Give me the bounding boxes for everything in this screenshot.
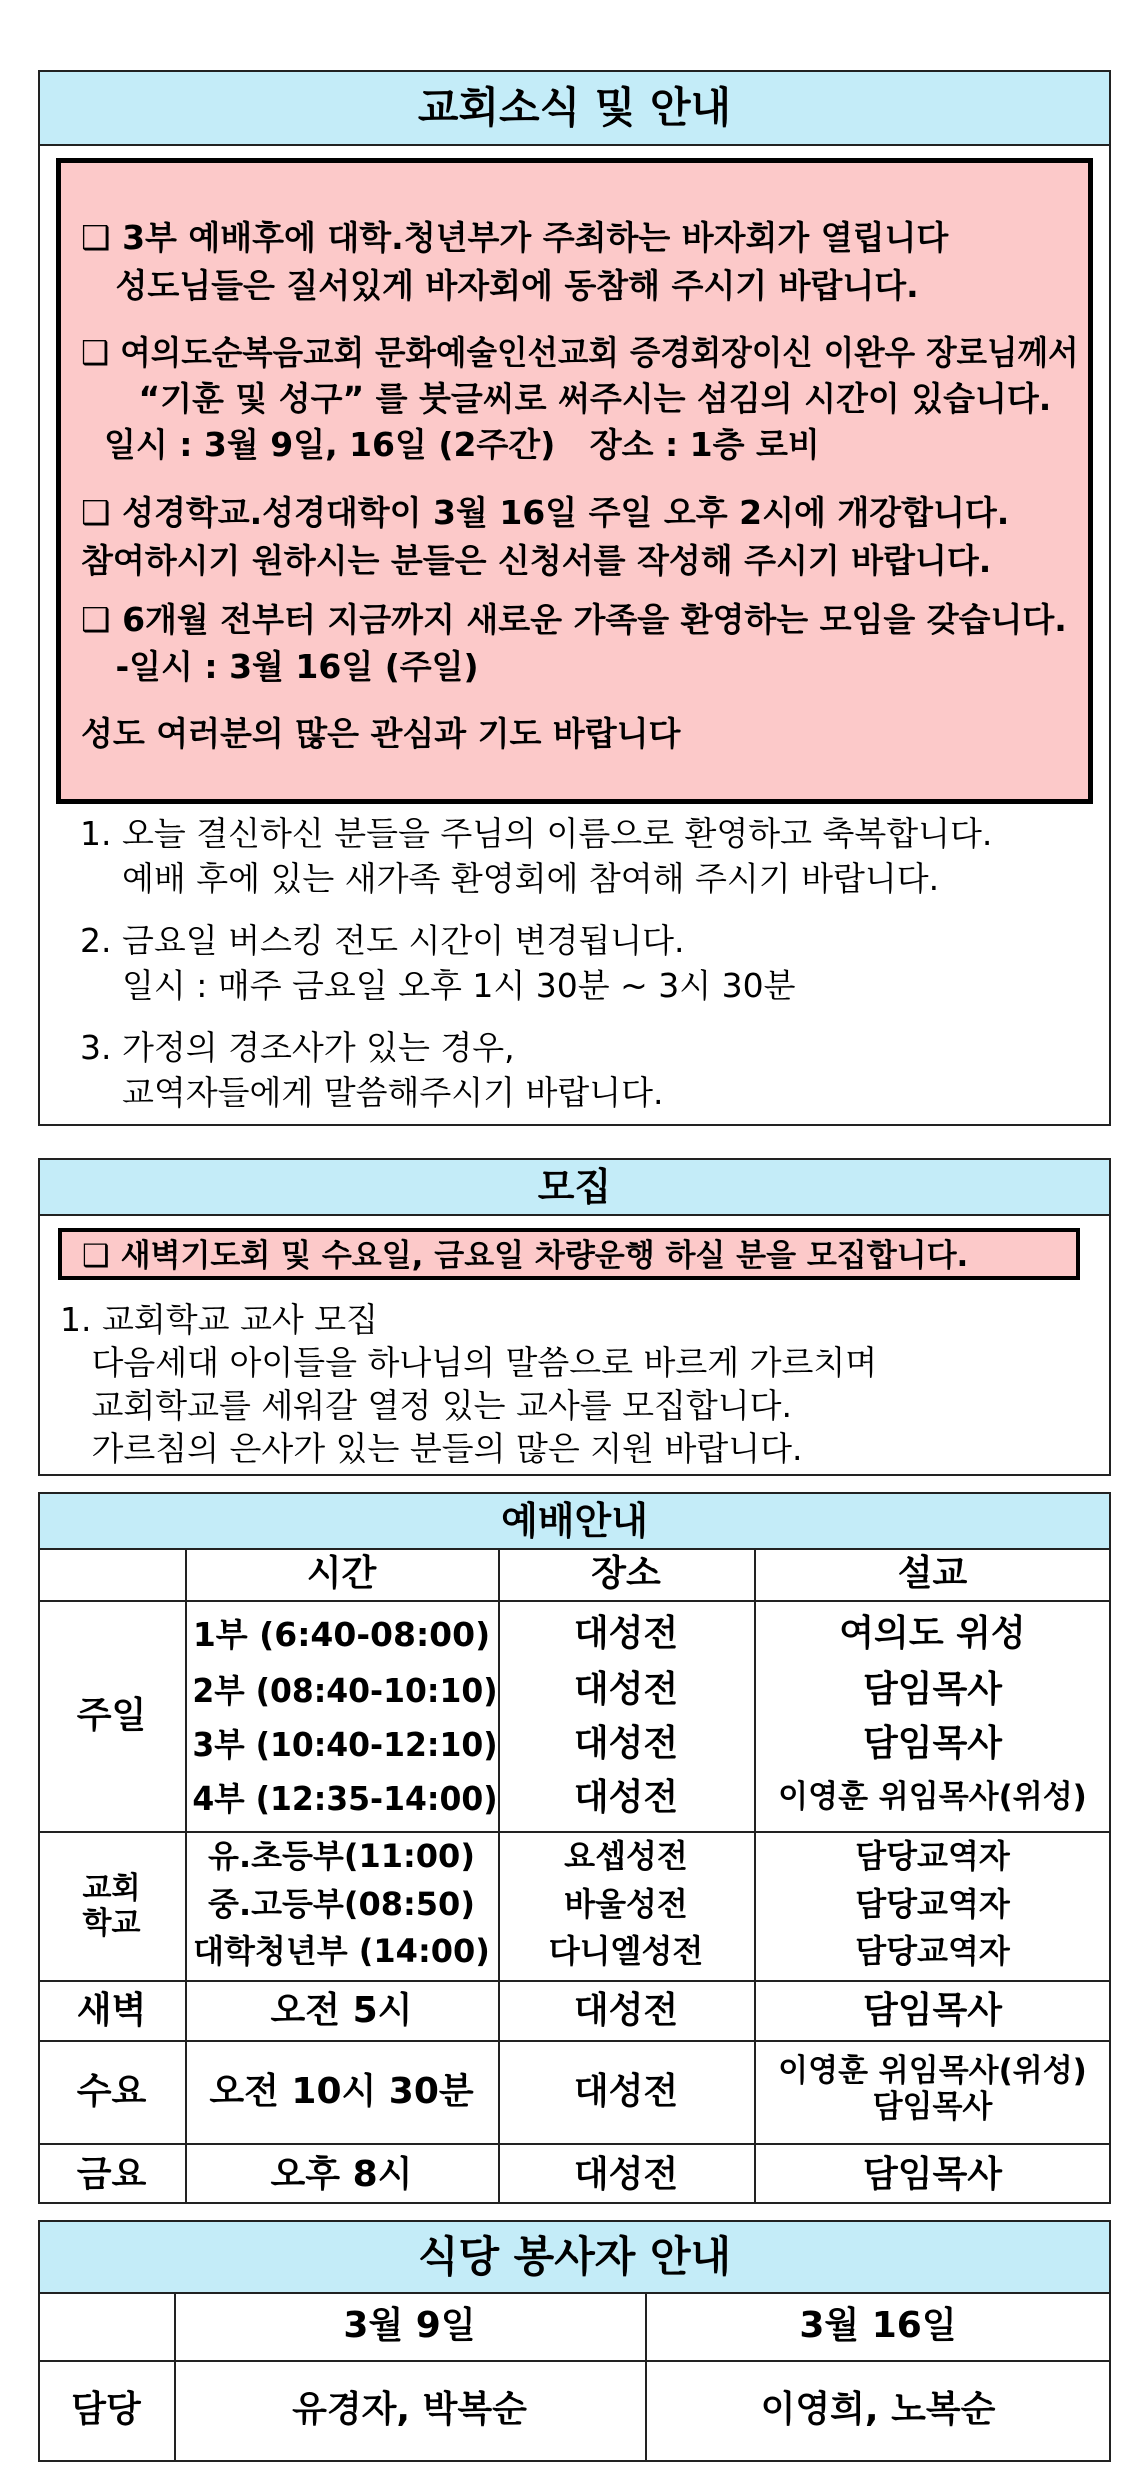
numbered-3-line-2: 교역자들에게 말씀해주시기 바랍니다.	[80, 1073, 664, 1112]
worship-friday-preacher: 담임목사	[862, 2154, 1003, 2195]
worship-sunday-2-time: 2부 (08:40-10:10)	[192, 1671, 498, 1710]
recruit-highlight-box	[58, 1228, 1080, 1280]
cafeteria-date-2: 3월 16일	[799, 2305, 957, 2346]
notice-item-1-line-2: 성도님들은 질서있게 바자회에 동참해 주시기 바랍니다.	[81, 266, 919, 305]
notice-item-2-line-3: 일시 : 3월 9일, 16일 (2주간) 장소 : 1층 로비	[81, 425, 820, 464]
worship-row-line-1	[38, 1831, 1111, 1833]
notice-highlight-box	[56, 158, 1093, 804]
notice-item-1-line-1: ❑ 3부 예배후에 대학.청년부가 주최하는 바자회가 열립니다	[81, 218, 949, 257]
worship-group-church-school: 교회 학교	[82, 1871, 141, 1941]
notice-item-3-line-1: ❑ 성경학교.성경대학이 3월 16일 주일 오후 2시에 개강합니다.	[81, 493, 1010, 532]
worship-sunday-1-place: 대성전	[573, 1613, 679, 1654]
worship-sunday-1-time: 1부 (6:40-08:00)	[192, 1615, 491, 1654]
worship-dawn-time: 오전 5시	[270, 1990, 413, 2031]
numbered-2-line-2: 일시 : 매주 금요일 오후 1시 30분 ~ 3시 30분	[80, 966, 796, 1005]
notice-item-2-line-1: ❑ 여의도순복음교회 문화예술인선교회 증경회장이신 이완우 장로님께서	[81, 333, 1079, 372]
worship-school-2-place: 바울성전	[564, 1885, 688, 1923]
cafeteria-row-line	[38, 2360, 1111, 2362]
worship-school-2-preacher: 담당교역자	[855, 1885, 1010, 1923]
notice-item-4-line-2: -일시 : 3월 16일 (주일)	[81, 647, 479, 686]
worship-sunday-4-preacher: 이영훈 위임목사(위성)	[778, 1779, 1087, 1815]
worship-friday-place: 대성전	[573, 2154, 679, 2195]
worship-sunday-3-preacher: 담임목사	[862, 1723, 1003, 1764]
worship-school-1-time: 유.초등부(11:00)	[208, 1837, 475, 1875]
worship-dawn-preacher: 담임목사	[862, 1990, 1003, 2031]
worship-sunday-3-place: 대성전	[573, 1723, 679, 1764]
worship-sunday-4-place: 대성전	[573, 1777, 679, 1818]
notice-closing: 성도 여러분의 많은 관심과 기도 바랍니다	[81, 714, 681, 753]
worship-sunday-3-time: 3부 (10:40-12:10)	[192, 1725, 498, 1764]
worship-sunday-2-preacher: 담임목사	[862, 1669, 1003, 1710]
worship-row-line-2	[38, 1980, 1111, 1982]
worship-dawn-place: 대성전	[573, 1990, 679, 2031]
numbered-2-line-1: 2. 금요일 버스킹 전도 시간이 변경됩니다.	[80, 921, 685, 960]
worship-title: 예배안내	[40, 1494, 1109, 1550]
worship-sunday-1-preacher: 여의도 위성	[839, 1613, 1026, 1654]
cafeteria-title: 식당 봉사자 안내	[40, 2222, 1109, 2294]
worship-header-bottom-line	[38, 1600, 1111, 1602]
worship-school-1-place: 요셉성전	[564, 1837, 688, 1875]
recruit-title: 모집	[40, 1160, 1109, 1216]
worship-school-3-preacher: 담당교역자	[855, 1932, 1010, 1970]
recruit-line-3: 교회학교를 세워갈 열정 있는 교사를 모집합니다.	[60, 1386, 792, 1425]
worship-row-line-4	[38, 2143, 1111, 2145]
notice-title: 교회소식 및 안내	[40, 72, 1109, 146]
worship-header-place: 장소	[591, 1553, 661, 1594]
numbered-1-line-1: 1. 오늘 결신하신 분들을 주님의 이름으로 환영하고 축복합니다.	[80, 814, 993, 853]
worship-row-line-3	[38, 2040, 1111, 2042]
cafeteria-names-2: 이영희, 노복순	[760, 2389, 996, 2430]
recruit-line-1: 1. 교회학교 교사 모집	[60, 1300, 378, 1339]
worship-sunday-2-place: 대성전	[573, 1669, 679, 1710]
worship-group-friday: 금요	[76, 2154, 147, 2195]
notice-item-3-line-2: 참여하시기 원하시는 분들은 신청서를 작성해 주시기 바랍니다.	[81, 541, 992, 580]
worship-group-dawn: 새벽	[76, 1990, 147, 2031]
worship-header-preacher: 설교	[897, 1553, 968, 1594]
worship-group-wednesday: 수요	[76, 2071, 147, 2112]
cafeteria-date-1: 3월 9일	[343, 2305, 476, 2346]
worship-school-2-time: 중.고등부(08:50)	[208, 1885, 475, 1923]
notice-item-4-line-1: ❑ 6개월 전부터 지금까지 새로운 가족을 환영하는 모임을 갖습니다.	[81, 600, 1067, 639]
numbered-3-line-1: 3. 가정의 경조사가 있는 경우,	[80, 1028, 515, 1067]
recruit-line-4: 가르침의 은사가 있는 분들의 많은 지원 바랍니다.	[60, 1429, 803, 1468]
worship-school-3-place: 다니엘성전	[548, 1932, 704, 1970]
worship-wednesday-preacher: 이영훈 위임목사(위성) 담임목사	[778, 2053, 1087, 2125]
numbered-1-line-2: 예배 후에 있는 새가족 환영회에 참여해 주시기 바랍니다.	[80, 859, 940, 898]
cafeteria-row-label: 담당	[71, 2389, 141, 2430]
recruit-line-2: 다음세대 아이들을 하나님의 말씀으로 바르게 가르치며	[60, 1343, 878, 1382]
worship-header-time: 시간	[306, 1553, 377, 1594]
worship-group-sunday: 주일	[76, 1695, 147, 1736]
worship-sunday-4-time: 4부 (12:35-14:00)	[192, 1779, 498, 1818]
worship-wednesday-place: 대성전	[573, 2071, 679, 2112]
worship-school-1-preacher: 담당교역자	[855, 1837, 1010, 1875]
worship-wednesday-time: 오전 10시 30분	[209, 2071, 474, 2112]
worship-school-3-time: 대학청년부 (14:00)	[193, 1932, 490, 1970]
worship-friday-time: 오후 8시	[270, 2154, 413, 2195]
recruit-boxed-text: ❑ 새벽기도회 및 수요일, 금요일 차량운행 하실 분을 모집합니다.	[82, 1238, 969, 1274]
notice-item-2-line-2: “기훈 및 성구” 를 붓글씨로 써주시는 섬김의 시간이 있습니다.	[81, 379, 1052, 418]
cafeteria-names-1: 유경자, 박복순	[292, 2389, 527, 2430]
